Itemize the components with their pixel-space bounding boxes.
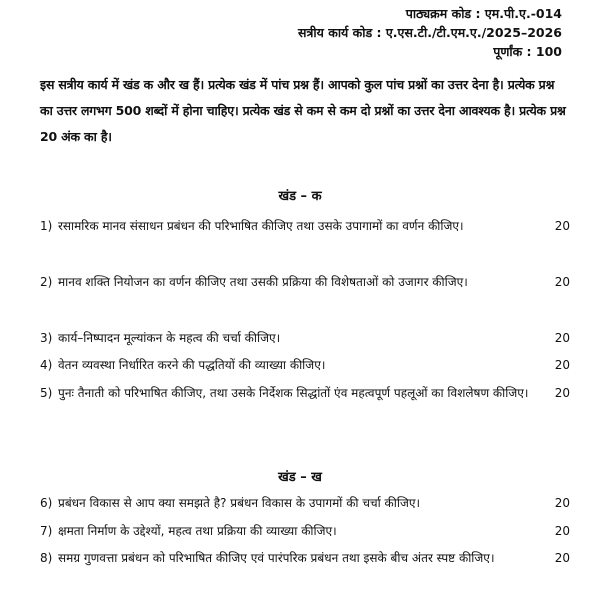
question-marks: 20 bbox=[554, 358, 570, 372]
question-text: प्रबंधन विकास से आप क्या समझते है? प्रबंधन विकास के उपागमों की चर्चा कीजिए। bbox=[58, 496, 421, 510]
question-item bbox=[40, 269, 570, 296]
question-number: 6) bbox=[40, 496, 53, 510]
question-item bbox=[40, 380, 570, 407]
question-number: 8) bbox=[40, 551, 53, 565]
question-text: रसामरिक मानव संसाधन प्रबंधन की परिभाषित कीजिए तथा उसके उपागामों का वर्णन कीजिए। bbox=[58, 219, 464, 233]
question-item bbox=[40, 490, 570, 517]
question-text: मानव शक्ति नियोजन का वर्णन कीजिए तथा उसकी प्रक्रिया की विशेषताओं को उजागर कीजिए। bbox=[58, 275, 468, 289]
question-marks: 20 bbox=[554, 331, 570, 345]
question-marks: 20 bbox=[554, 386, 570, 400]
question-text: क्षमता निर्माण के उद्देश्यों, महत्व तथा प्रक्रिया की व्याख्या कीजिए। bbox=[58, 524, 337, 538]
question-item bbox=[40, 213, 570, 240]
question-number: 2) bbox=[40, 275, 53, 289]
question-item bbox=[40, 352, 570, 379]
assignment-code: सत्रीय कार्य कोड : ए.एस.टी./टी.एम.ए./2025–2026 bbox=[298, 25, 562, 40]
question-marks: 20 bbox=[554, 496, 570, 510]
instructions-paragraph: इस सत्रीय कार्य में खंड क और ख हैं। प्रत्येक खंड में पांच प्रश्न हैं। आपको कुल पांच प्रश्नों का उत्तर देना है। प्रत्येक प्रश्न का उत्तर लगभग 500 शब्दों में होना चाहिए। प्रत्येक खंड से कम से कम दो प्रश्नों का उत्तर देना आवश्यक है। प्रत्येक प्रश्न 20 अंक का है। bbox=[40, 77, 566, 144]
question-marks: 20 bbox=[554, 551, 570, 565]
course-code: पाठ्यक्रम कोड : एम.पी.ए.-014 bbox=[405, 6, 562, 21]
max-marks: पूर्णांक : 100 bbox=[493, 44, 562, 59]
question-number: 7) bbox=[40, 524, 53, 538]
question-marks: 20 bbox=[554, 275, 570, 289]
question-text: कार्य–निष्पादन मूल्यांकन के महत्व की चर्चा कीजिए। bbox=[58, 331, 281, 345]
section-a-title: खंड – क bbox=[278, 189, 322, 204]
question-text: वेतन व्यवस्था निर्धारित करने की पद्धतियों की व्याख्या कीजिए। bbox=[58, 358, 326, 372]
question-item bbox=[40, 545, 570, 572]
question-number: 5) bbox=[40, 386, 53, 400]
question-item bbox=[40, 325, 570, 352]
question-item bbox=[40, 518, 570, 545]
question-number: 4) bbox=[40, 358, 53, 372]
question-marks: 20 bbox=[554, 219, 570, 233]
question-marks: 20 bbox=[554, 524, 570, 538]
question-number: 1) bbox=[40, 219, 53, 233]
section-b-title: खंड – ख bbox=[278, 470, 322, 485]
question-text: पुनः तैनाती को परिभाषित कीजिए, तथा उसके निर्देशक सिद्धांतों एंव महत्वपूर्ण पहलूओं का विशलेषण कीजिए। bbox=[58, 386, 529, 400]
document-header bbox=[298, 4, 562, 61]
question-number: 3) bbox=[40, 331, 53, 345]
question-text: समग्र गुणवत्ता प्रबंधन को परिभाषित कीजिए एवं पारंपरिक प्रबंधन तथा इसके बीच अंतर स्पष्ट कीजिए। bbox=[58, 551, 495, 565]
